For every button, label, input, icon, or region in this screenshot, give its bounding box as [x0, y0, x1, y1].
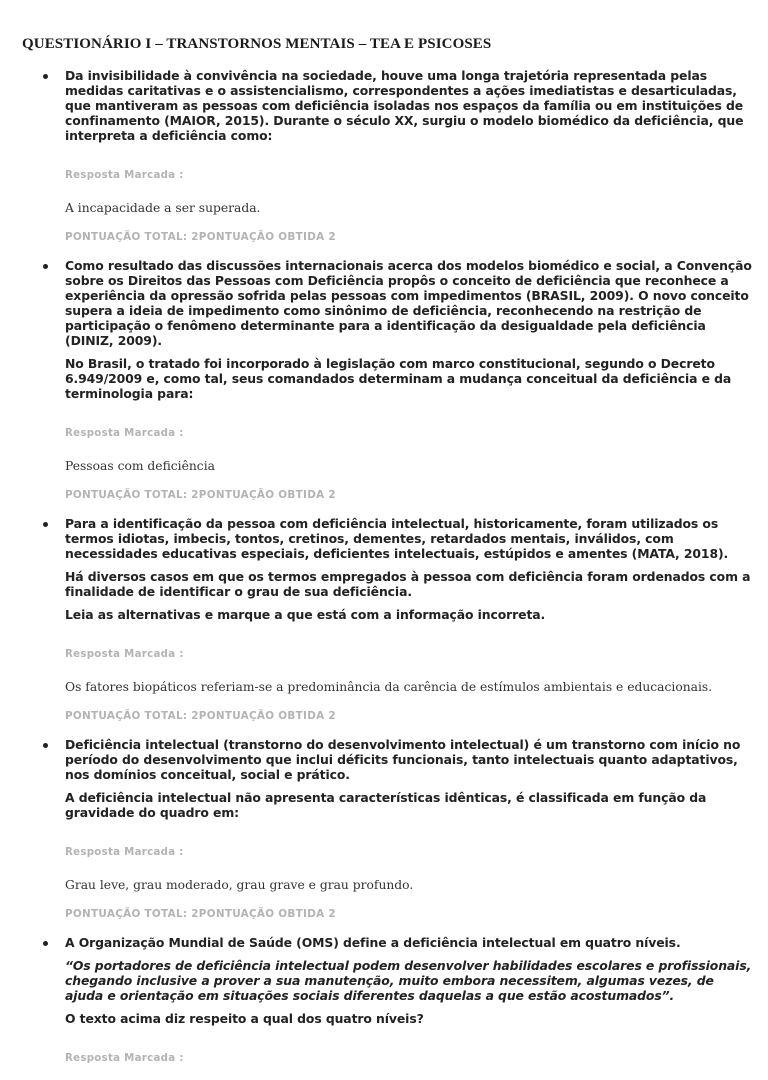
- question-paragraph: A deficiência intelectual não apresenta características idênticas, é classificada em função da gravidade do quadro em:: [65, 790, 707, 820]
- question-block: [22, 516, 752, 723]
- score-line: PONTUAÇÃO TOTAL: 2PONTUAÇÃO OBTIDA 2: [65, 489, 336, 501]
- page-title: QUESTIONÁRIO I – TRANSTORNOS MENTAIS – TEA E PSICOSES: [22, 36, 492, 52]
- question-block: [22, 68, 752, 244]
- score-line: PONTUAÇÃO TOTAL: 2PONTUAÇÃO OBTIDA 2: [65, 908, 336, 920]
- bullet-icon: [43, 522, 48, 527]
- question-text: [22, 935, 752, 1026]
- selected-answer: Pessoas com deficiência: [65, 459, 215, 473]
- question-paragraph: Leia as alternativas e marque a que está com a informação incorreta.: [65, 607, 546, 622]
- answer-label: Resposta Marcada :: [65, 649, 184, 660]
- document-page: [22, 34, 752, 1080]
- answer-label: Resposta Marcada :: [65, 428, 184, 439]
- answer-label: Resposta Marcada :: [65, 1053, 184, 1064]
- question-block: [22, 935, 752, 1066]
- question-text: [22, 737, 752, 820]
- question-block: [22, 737, 752, 921]
- bullet-icon: [43, 941, 48, 946]
- score-line: PONTUAÇÃO TOTAL: 2PONTUAÇÃO OBTIDA 2: [65, 231, 336, 243]
- bullet-icon: [43, 743, 48, 748]
- selected-answer: Grau leve, grau moderado, grau grave e grau profundo.: [65, 878, 414, 892]
- question-paragraph: Da invisibilidade à convivência na sociedade, houve uma longa trajetória representada pelas medidas caritativas e o assistencialismo, correspondentes a ações imediatistas e desarticuladas, que mantiveram as pessoas com deficiência isoladas nos espaços da família ou em instituições de confinamento (MAIOR, 2015). Durante o século XX, surgiu o modelo biomédico da deficiência, que interpreta a deficiência como:: [65, 68, 744, 143]
- bullet-icon: [43, 264, 48, 269]
- bullet-icon: [43, 74, 48, 79]
- question-text: [22, 516, 752, 622]
- question-block: [22, 258, 752, 502]
- question-paragraph: Deficiência intelectual (transtorno do desenvolvimento intelectual) é um transtorno com início no período do desenvolvimento que inclui déficits funcionais, tanto intelectuais quanto adaptativos, nos domínios conceitual, social e prático.: [65, 737, 741, 782]
- question-paragraph: Há diversos casos em que os termos empregados à pessoa com deficiência foram ordenados com a finalidade de identificar o grau de sua deficiência.: [65, 569, 751, 599]
- selected-answer: Os fatores biopáticos referiam-se a predominância da carência de estímulos ambientais e educacionais.: [65, 680, 713, 694]
- question-text: [22, 258, 752, 401]
- score-line: PONTUAÇÃO TOTAL: 2PONTUAÇÃO OBTIDA 2: [65, 710, 336, 722]
- question-paragraph: Para a identificação da pessoa com deficiência intelectual, historicamente, foram utilizados os termos idiotas, imbecis, tontos, cretinos, dementes, retardados mentais, inválidos, com necessidades educativas especiais, deficientes intelectuais, estúpidos e amentes (MATA, 2018).: [65, 516, 729, 561]
- question-paragraph: Como resultado das discussões internacionais acerca dos modelos biomédico e social, a Convenção sobre os Direitos das Pessoas com Deficiência propôs o conceito de deficiência que reconhece a experiência da opressão sofrida pelas pessoas com impedimentos (BRASIL, 2009). O novo conceito supera a ideia de impedimento como sinônimo de deficiência, reconhecendo na restrição de participação o fenômeno determinante para a identificação da desigualdade pela deficiência (DINIZ, 2009).: [65, 258, 752, 348]
- selected-answer: A incapacidade a ser superada.: [65, 201, 261, 215]
- question-paragraph: A Organização Mundial de Saúde (OMS) define a deficiência intelectual em quatro níveis.: [65, 935, 681, 950]
- question-text: [22, 68, 752, 143]
- question-paragraph: No Brasil, o tratado foi incorporado à legislação com marco constitucional, segundo o Decreto 6.949/2009 e, como tal, seus comandados determinam a mudança conceitual da deficiência e da terminologia para:: [65, 356, 732, 401]
- question-quote: “Os portadores de deficiência intelectual podem desenvolver habilidades escolares e profissionais, chegando inclusive a prover a sua manutenção, muito embora necessitem, algumas vezes, de ajuda e orientação em situações sociais diferentes daquelas a que estão acostumados”.: [65, 958, 752, 1003]
- question-paragraph: O texto acima diz respeito a qual dos quatro níveis?: [65, 1011, 424, 1026]
- answer-label: Resposta Marcada :: [65, 170, 184, 181]
- answer-label: Resposta Marcada :: [65, 847, 184, 858]
